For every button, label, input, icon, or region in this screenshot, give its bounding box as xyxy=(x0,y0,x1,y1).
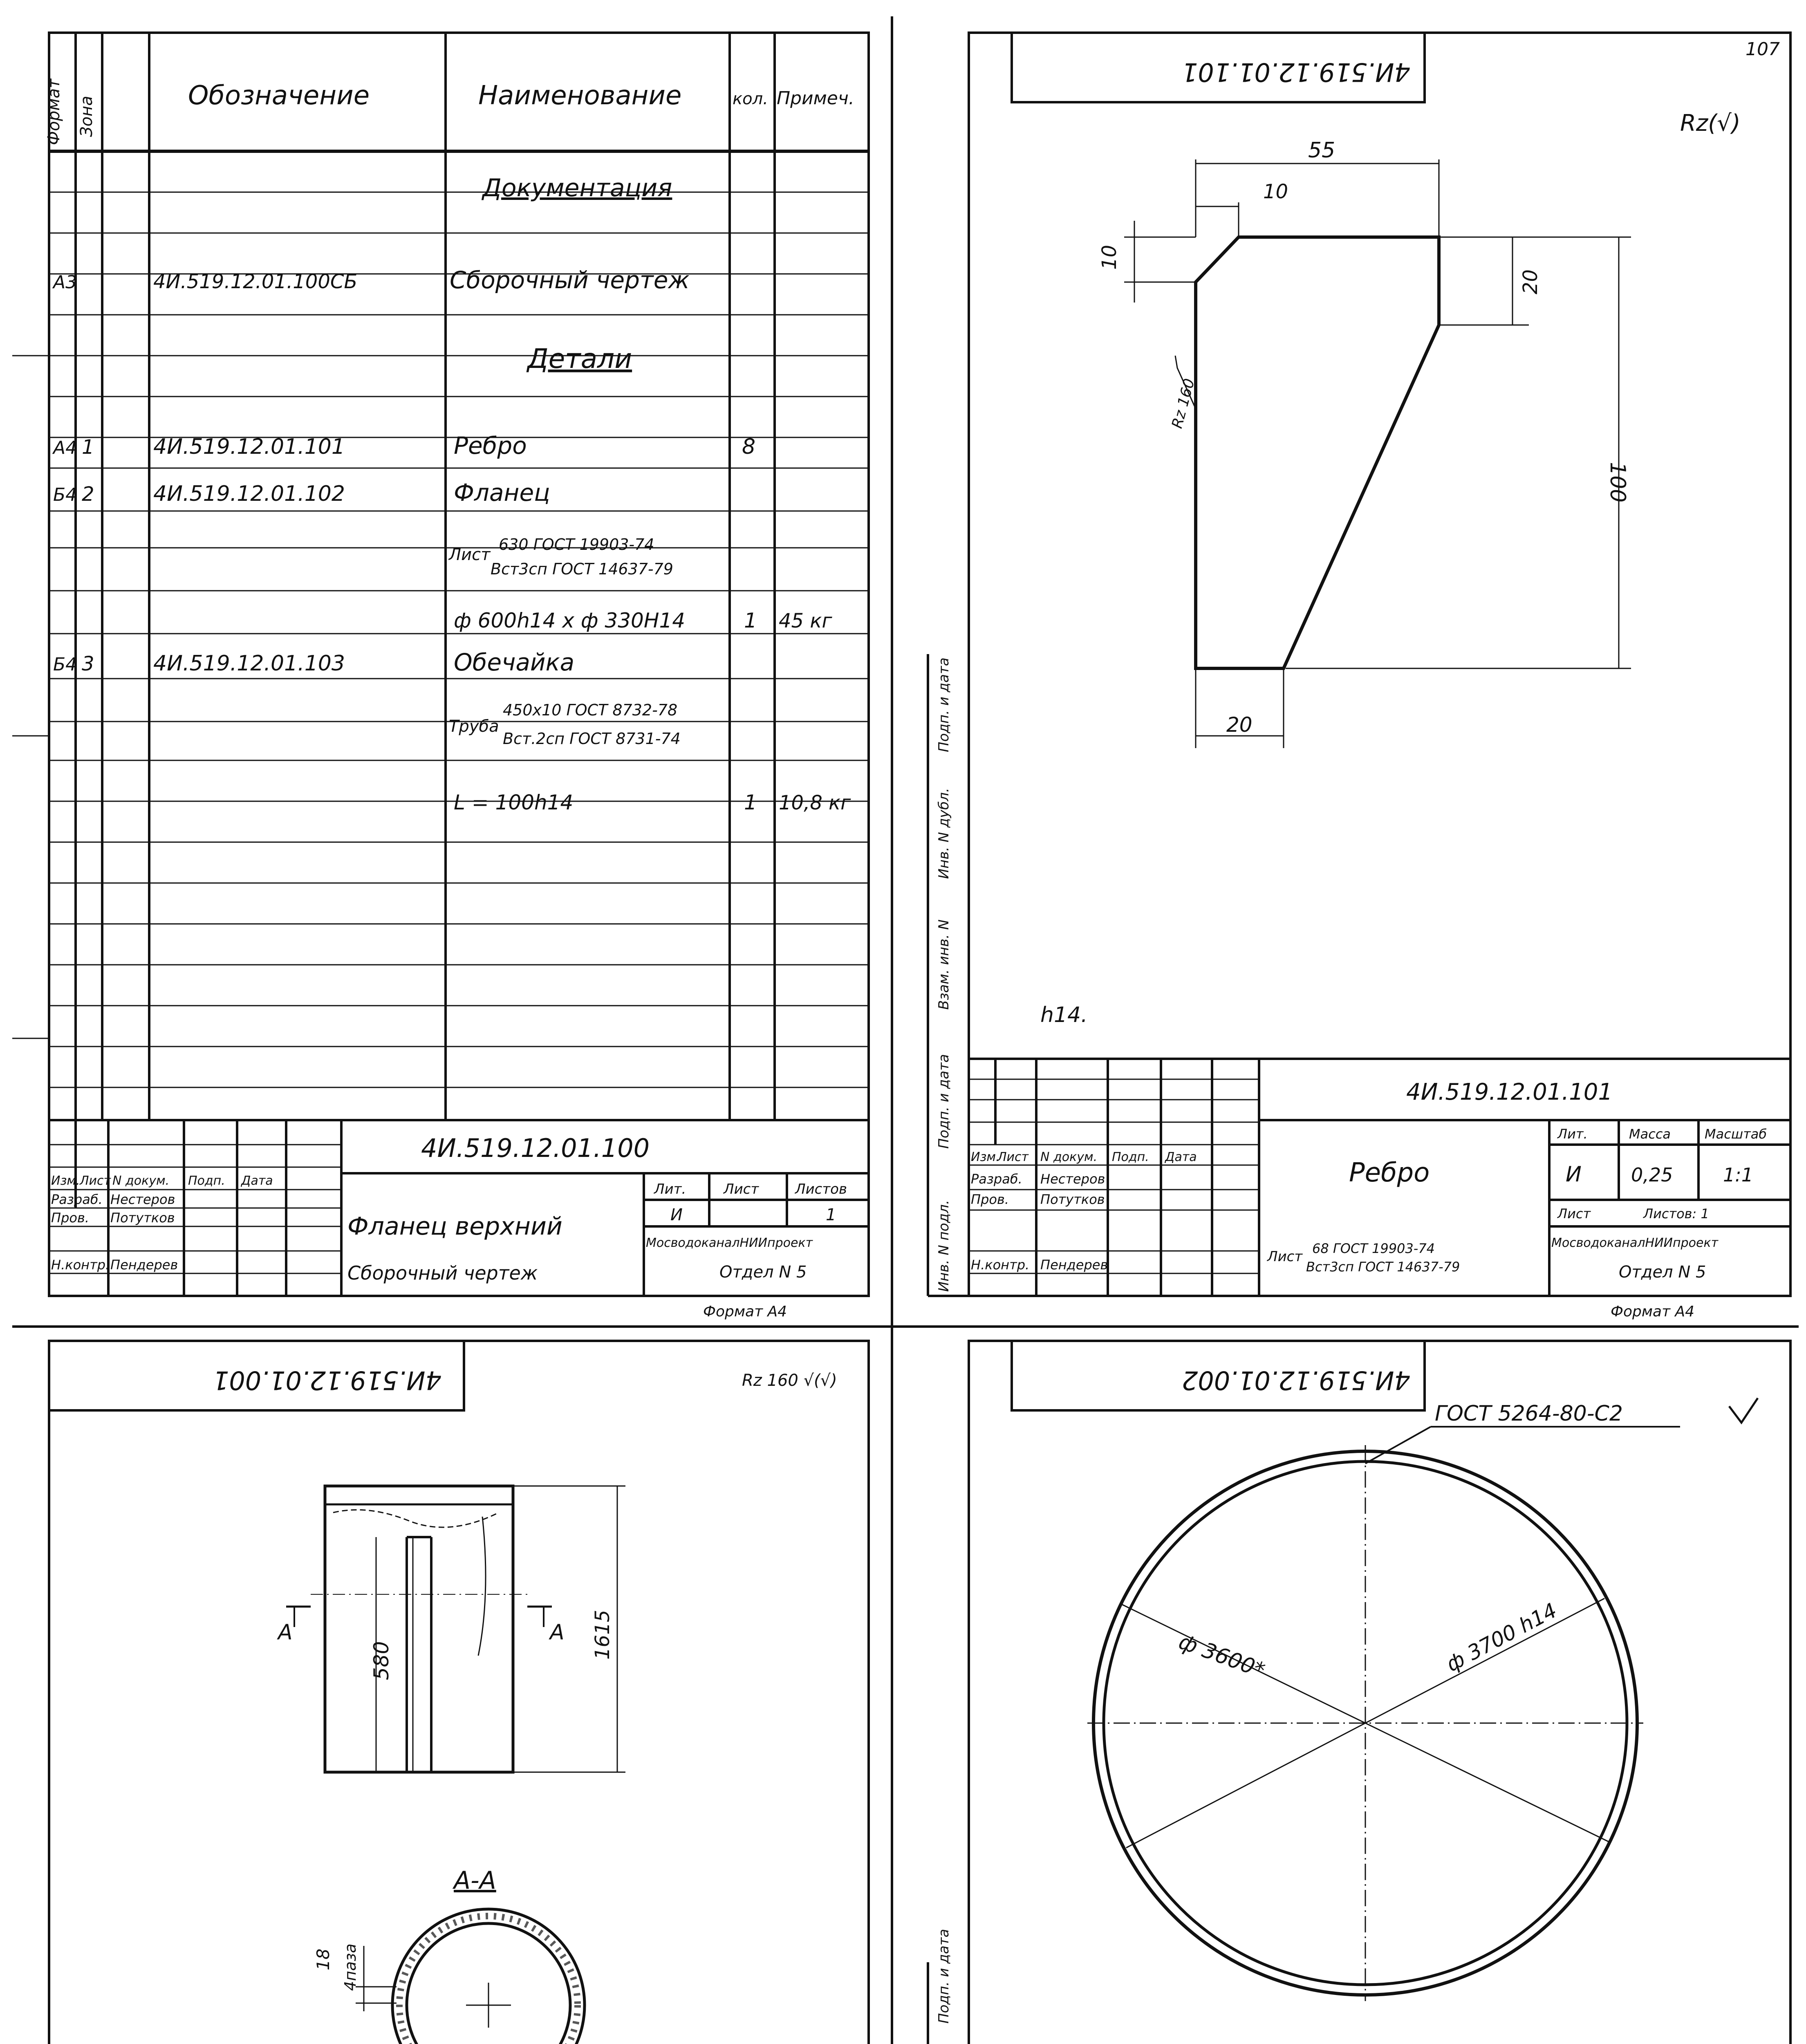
svg-text:МосводоканалНИИпроект: МосводоканалНИИпроект xyxy=(646,1236,813,1250)
dim-chamfer: 10 xyxy=(1263,180,1288,203)
rib-tolerance-note: h14. xyxy=(1040,1003,1088,1027)
gost-label: ГОСТ 5264-80-С2 xyxy=(1435,1401,1623,1426)
flange-sheet-prefix: Лист xyxy=(449,545,491,564)
dim-slot-width: 18 xyxy=(313,1948,333,1970)
svg-text:Лист: Лист xyxy=(1267,1248,1303,1265)
dim-slot-length: 580 xyxy=(370,1641,393,1680)
section-mark-right: А xyxy=(550,1620,565,1645)
rib-stamp: 4И.519.12.01.101 xyxy=(1181,57,1410,87)
svg-text:0,25: 0,25 xyxy=(1631,1164,1673,1186)
svg-text:Дата: Дата xyxy=(241,1174,273,1188)
section-documentation: Документация xyxy=(482,174,672,202)
section-mark-left: А xyxy=(278,1620,293,1645)
dim-height: 100 xyxy=(1605,462,1630,503)
svg-text:4И.519.12.01.102: 4И.519.12.01.102 xyxy=(153,482,345,506)
svg-text:А4: А4 xyxy=(53,437,77,458)
header-note: Примеч. xyxy=(777,88,854,109)
svg-text:Подп.: Подп. xyxy=(1112,1150,1149,1164)
spec-row xyxy=(53,648,574,676)
dim-roughness-edge: Rz 160 xyxy=(1169,377,1198,430)
svg-text:Лист: Лист xyxy=(724,1181,759,1197)
svg-text:Формат А4: Формат А4 xyxy=(1611,1303,1695,1320)
side-labels xyxy=(936,1929,952,2044)
svg-text:Подп.: Подп. xyxy=(188,1174,225,1188)
rib-profile xyxy=(1196,237,1439,668)
svg-text:4И.519.12.01.101: 4И.519.12.01.101 xyxy=(1406,1079,1613,1105)
svg-text:МосводоканалНИИпроект: МосводоканалНИИпроект xyxy=(1551,1236,1719,1250)
rib-roughness: Rz(√) xyxy=(1680,110,1741,137)
svg-text:Б4: Б4 xyxy=(53,654,77,675)
svg-text:1: 1 xyxy=(744,791,757,814)
svg-text:Потутков: Потутков xyxy=(1040,1192,1105,1207)
svg-text:Нестеров: Нестеров xyxy=(110,1192,175,1207)
svg-text:Н.контр.: Н.контр. xyxy=(51,1257,110,1273)
svg-text:Нестеров: Нестеров xyxy=(1040,1171,1105,1187)
dim-chamfer-vertical: 10 xyxy=(1098,244,1121,270)
svg-text:Н.контр.: Н.контр. xyxy=(971,1257,1030,1273)
shell-pipe-prefix: Труба xyxy=(449,717,499,736)
header-format: Формат xyxy=(45,78,63,145)
post-roughness: Rz 160 √(√) xyxy=(742,1371,837,1390)
svg-text:1: 1 xyxy=(744,609,757,632)
section-title: А-А xyxy=(454,1866,496,1895)
svg-text:Фланец: Фланец xyxy=(454,479,550,507)
ring-stamp: 4И.519.12.01.002 xyxy=(1181,1365,1410,1395)
svg-text:Изм.: Изм. xyxy=(971,1150,1000,1164)
spec-row xyxy=(52,266,690,294)
svg-text:Ребро: Ребро xyxy=(454,432,527,459)
svg-text:Изм.: Изм. xyxy=(51,1174,80,1188)
svg-text:Листов: 1: Листов: 1 xyxy=(1643,1206,1709,1221)
header-designation: Обозначение xyxy=(188,81,370,111)
svg-text:1:1: 1:1 xyxy=(1723,1164,1754,1186)
title-code: 4И.519.12.01.100 xyxy=(421,1133,650,1163)
svg-text:И: И xyxy=(670,1206,683,1224)
svg-text:Лист: Лист xyxy=(80,1174,111,1188)
dim-bottom: 20 xyxy=(1226,713,1253,737)
dim-height: 1615 xyxy=(591,1609,614,1660)
side-labels xyxy=(936,657,952,1292)
svg-text:1: 1 xyxy=(826,1206,836,1224)
flange-sheet-top: 630 ГОСТ 19903-74 xyxy=(499,536,654,554)
svg-text:Формат А4: Формат А4 xyxy=(703,1303,787,1320)
svg-text:Листов: Листов xyxy=(795,1181,847,1197)
svg-text:N докум.: N докум. xyxy=(112,1174,170,1188)
svg-text:Отдел N 5: Отдел N 5 xyxy=(719,1263,807,1282)
svg-text:Б4: Б4 xyxy=(53,484,77,505)
svg-text:ф 600h14 х ф 330H14: ф 600h14 х ф 330H14 xyxy=(454,609,686,632)
svg-text:Пров.: Пров. xyxy=(971,1192,1009,1207)
svg-text:2: 2 xyxy=(82,483,94,506)
svg-text:45 кг: 45 кг xyxy=(779,610,832,632)
svg-text:8: 8 xyxy=(742,435,756,459)
svg-text:68 ГОСТ 19903-74: 68 ГОСТ 19903-74 xyxy=(1312,1241,1435,1256)
svg-text:Ребро: Ребро xyxy=(1349,1158,1430,1188)
svg-text:А3: А3 xyxy=(53,272,77,293)
svg-text:Масштаб: Масштаб xyxy=(1705,1126,1767,1142)
svg-text:Подп. и дата: Подп. и дата xyxy=(936,1929,952,2024)
svg-text:Потутков: Потутков xyxy=(110,1210,175,1226)
svg-text:Подп. и дата: Подп. и дата xyxy=(936,657,952,752)
dim-inner-diameter: ф 3600* xyxy=(1175,1629,1268,1683)
svg-text:L = 100h14: L = 100h14 xyxy=(454,791,574,814)
page-number: 107 xyxy=(1746,39,1780,60)
svg-text:Пендерев: Пендерев xyxy=(110,1257,178,1273)
svg-text:Инв. N дубл.: Инв. N дубл. xyxy=(936,788,952,879)
svg-text:Лит.: Лит. xyxy=(654,1181,686,1197)
dim-top-drop: 20 xyxy=(1519,269,1542,294)
dim-width: 55 xyxy=(1308,138,1335,163)
svg-text:Подп. и дата: Подп. и дата xyxy=(936,1054,952,1149)
header-name: Наименование xyxy=(478,81,682,111)
svg-text:Лист: Лист xyxy=(1557,1206,1591,1221)
title-subname: Сборочный чертеж xyxy=(347,1262,538,1284)
svg-text:3: 3 xyxy=(82,652,94,675)
post-stamp: 4И.519.12.01.001 xyxy=(213,1365,441,1395)
shell-pipe-bottom: Вст.2сп ГОСТ 8731-74 xyxy=(503,730,681,748)
svg-text:Пендерев: Пендерев xyxy=(1040,1257,1108,1273)
svg-text:Масса: Масса xyxy=(1629,1126,1671,1142)
svg-text:4И.519.12.01.101: 4И.519.12.01.101 xyxy=(153,435,345,459)
svg-text:4И.519.12.01.100СБ: 4И.519.12.01.100СБ xyxy=(153,270,358,293)
title-name: Фланец верхний xyxy=(347,1212,562,1241)
svg-text:Обечайка: Обечайка xyxy=(454,648,575,676)
svg-text:1: 1 xyxy=(82,436,94,459)
spec-row xyxy=(52,432,755,459)
spec-row xyxy=(454,791,851,814)
specification-sheet xyxy=(12,33,869,1320)
svg-text:Сборочный чертеж: Сборочный чертеж xyxy=(450,266,690,294)
svg-text:Разраб.: Разраб. xyxy=(971,1171,1022,1187)
svg-text:4И.519.12.01.103: 4И.519.12.01.103 xyxy=(153,651,345,676)
svg-text:10,8 кг: 10,8 кг xyxy=(779,791,851,814)
svg-text:И: И xyxy=(1566,1162,1582,1187)
header-zone: Зона xyxy=(77,96,96,137)
dim-slot-label: 4паза xyxy=(341,1943,359,1991)
section-parts: Детали xyxy=(527,343,632,374)
dim-outer-diameter: ф 3700 h14 xyxy=(1442,1598,1561,1676)
rib-drawing-sheet xyxy=(928,33,1790,1320)
shell-pipe-top: 450х10 ГОСТ 8732-78 xyxy=(503,701,678,719)
svg-text:Лит.: Лит. xyxy=(1557,1126,1588,1142)
header-qty: кол. xyxy=(733,90,768,108)
svg-text:Инв. N подл.: Инв. N подл. xyxy=(936,1200,952,1292)
svg-text:Взам. инв. N: Взам. инв. N xyxy=(936,919,952,1010)
svg-text:Дата: Дата xyxy=(1165,1150,1197,1164)
svg-text:Отдел N 5: Отдел N 5 xyxy=(1619,1263,1706,1282)
svg-text:Пров.: Пров. xyxy=(51,1210,89,1226)
ring-rib-drawing-sheet xyxy=(928,1341,1790,2044)
spec-row xyxy=(53,479,550,507)
svg-text:Разраб.: Разраб. xyxy=(51,1192,103,1207)
svg-text:Лист: Лист xyxy=(997,1150,1029,1164)
flange-sheet-bottom: Вст3сп ГОСТ 14637-79 xyxy=(491,560,673,578)
post-drawing-sheet xyxy=(49,1341,869,2044)
svg-text:Вст3сп ГОСТ 14637-79: Вст3сп ГОСТ 14637-79 xyxy=(1306,1259,1460,1275)
svg-text:N докум.: N докум. xyxy=(1040,1150,1098,1164)
